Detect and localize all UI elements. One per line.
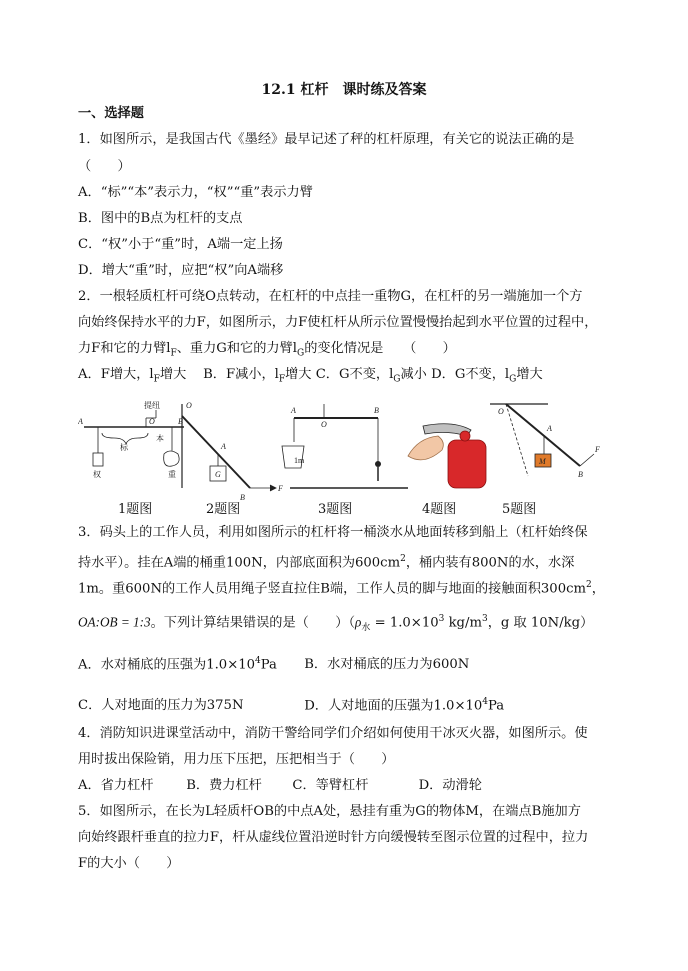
caption-figure-4: 4题图 bbox=[422, 502, 457, 517]
fig3-label-a: A bbox=[291, 406, 296, 415]
q2-options bbox=[78, 365, 543, 390]
figure-4-extinguisher bbox=[408, 424, 486, 488]
q2-option-d: D．G不变，$l_G$增大 bbox=[431, 367, 543, 385]
fig1-label-biao: 标 bbox=[120, 443, 128, 452]
fig2-label-g: G bbox=[215, 470, 221, 479]
q5-line2: 向始终跟杆垂直的拉力F，杆从虚线位置沿逆时针方向缓慢转至图示位置的过程中，拉力 bbox=[78, 830, 589, 845]
q1-option-d: D．增大“重”时，应把“权”向A端移 bbox=[78, 263, 284, 278]
q4-line1: 4．消防知识进课堂活动中，消防干警给同学们介绍如何使用干冰灭火器，如图所示。使 bbox=[78, 726, 588, 741]
caption-figure-1: 1题图 bbox=[118, 502, 153, 517]
q3-line1: 3．码头上的工作人员，利用如图所示的杠杆将一桶淡水从地面转移到船上（杠杆始终保 bbox=[78, 525, 588, 540]
fig2-label-f: F bbox=[278, 484, 283, 493]
q4-option-c: C．等臂杠杆 bbox=[292, 778, 369, 793]
q2-stem-line2: 向始终保持水平的力F，如图所示，力F使杠杆从所示位置慢慢抬起到水平位置的过程中， bbox=[78, 315, 598, 330]
figure-2-lever bbox=[182, 401, 283, 502]
q5-line3: F的大小（ ） bbox=[78, 856, 180, 871]
q5-line1: 5．如图所示，在长为L轻质杆OB的中点A处，悬挂有重为G的物体M，在端点B施加方 bbox=[78, 804, 581, 819]
q3-line2: 持水平）。挂在A端的桶重100N，内部底面积为$600cm^2$，桶内装有800N的水，水深 bbox=[78, 554, 575, 571]
fig5-label-f: F bbox=[595, 445, 600, 454]
q4-options bbox=[78, 776, 482, 796]
figure-1-steelyard bbox=[78, 400, 184, 479]
q2-stem-line3: 力F和它的力臂$l_F$、重力G和它的力臂$l_G$的变化情况是 （ ） bbox=[78, 341, 456, 359]
q3-option-a: A．水对桶底的压强为$1.0\times 10^4Pa$ bbox=[78, 656, 277, 673]
q4-line2: 用时拔出保险销，用力压下压把，压把相当于（ ） bbox=[78, 752, 395, 767]
fig5-label-o: O bbox=[498, 407, 504, 416]
q1-stem-line2: （ ） bbox=[78, 159, 131, 174]
fig1-label-zhong: 重 bbox=[168, 470, 176, 479]
figure-5-rod bbox=[490, 404, 600, 479]
fig3-label-b: B bbox=[374, 406, 379, 415]
fig1-label-b: B bbox=[178, 417, 183, 426]
q2-option-c: C．G不变，$l_G$减小 bbox=[315, 367, 427, 385]
fig5-label-a: A bbox=[547, 424, 552, 433]
fig1-label-a: A bbox=[78, 417, 83, 426]
caption-figure-2: 2题图 bbox=[206, 502, 241, 517]
figure-3-bucket-lever bbox=[282, 404, 408, 488]
q4-option-a: A．省力杠杆 bbox=[78, 778, 154, 793]
q1-stem-line1: 1．如图所示，是我国古代《墨经》最早记述了秤的杠杆原理，有关它的说法正确的是 bbox=[78, 132, 575, 147]
q3-option-c: C．人对地面的压力为375N bbox=[78, 698, 244, 714]
q4-option-d: D．动滑轮 bbox=[418, 778, 482, 793]
q2-option-a: A．F增大，$l_F$增大 bbox=[78, 367, 187, 385]
q3-option-d: D．人对地面的压强为$1.0\times 10^4Pa$ bbox=[304, 697, 505, 714]
fig1-label-o: O bbox=[149, 417, 155, 426]
fig3-label-depth: 1m bbox=[294, 456, 305, 465]
fig2-label-b: B bbox=[240, 493, 245, 502]
caption-figure-3: 3题图 bbox=[318, 502, 353, 517]
q2-option-b: B．F减小，$l_F$增大 bbox=[203, 367, 312, 385]
q4-option-b: B．费力杠杆 bbox=[186, 778, 262, 793]
q3-line3: 1m。重600N的工作人员用绳子竖直拉住B端，工作人员的脚与地面的接触面积$300cm^2$， bbox=[78, 580, 605, 597]
caption-figure-5: 5题图 bbox=[502, 502, 537, 517]
q3-options-ab bbox=[78, 651, 469, 675]
fig2-label-a: A bbox=[221, 442, 226, 451]
page-title: 12.1 杠杆 课时练及答案 bbox=[261, 82, 427, 98]
fig3-label-o: O bbox=[321, 420, 327, 429]
q3-options-cd bbox=[78, 692, 504, 716]
figures-row bbox=[78, 396, 618, 514]
fig1-label-quan: 权 bbox=[93, 470, 101, 479]
q3-line4: OA:OB = 1:3。下列计算结果错误的是（ ）（$\rho_水 = 1.0\times 10^3$ $kg/m^3$，g 取 10N/kg） bbox=[78, 614, 594, 634]
fig1-label-tizu: 提纽 bbox=[144, 401, 160, 410]
q1-option-c: C．“权”小于“重”时，A端一定上扬 bbox=[78, 237, 283, 252]
fig5-label-m: M bbox=[539, 457, 546, 466]
q1-option-b: B．图中的B点为杠杆的支点 bbox=[78, 211, 243, 226]
fig1-label-ben: 本 bbox=[156, 434, 164, 443]
section-heading: 一、选择题 bbox=[78, 106, 144, 121]
q3-option-b: B．水对桶底的压力为600N bbox=[304, 657, 470, 673]
fig5-label-b: B bbox=[578, 470, 583, 479]
q2-stem-line1: 2．一根轻质杠杆可绕O点转动，在杠杆的中点挂一重物G，在杠杆的另一端施加一个方 bbox=[78, 289, 583, 304]
fig2-label-o: O bbox=[186, 401, 192, 410]
q1-option-a: A．“标”“本”表示力，“权”“重”表示力臂 bbox=[78, 185, 313, 200]
